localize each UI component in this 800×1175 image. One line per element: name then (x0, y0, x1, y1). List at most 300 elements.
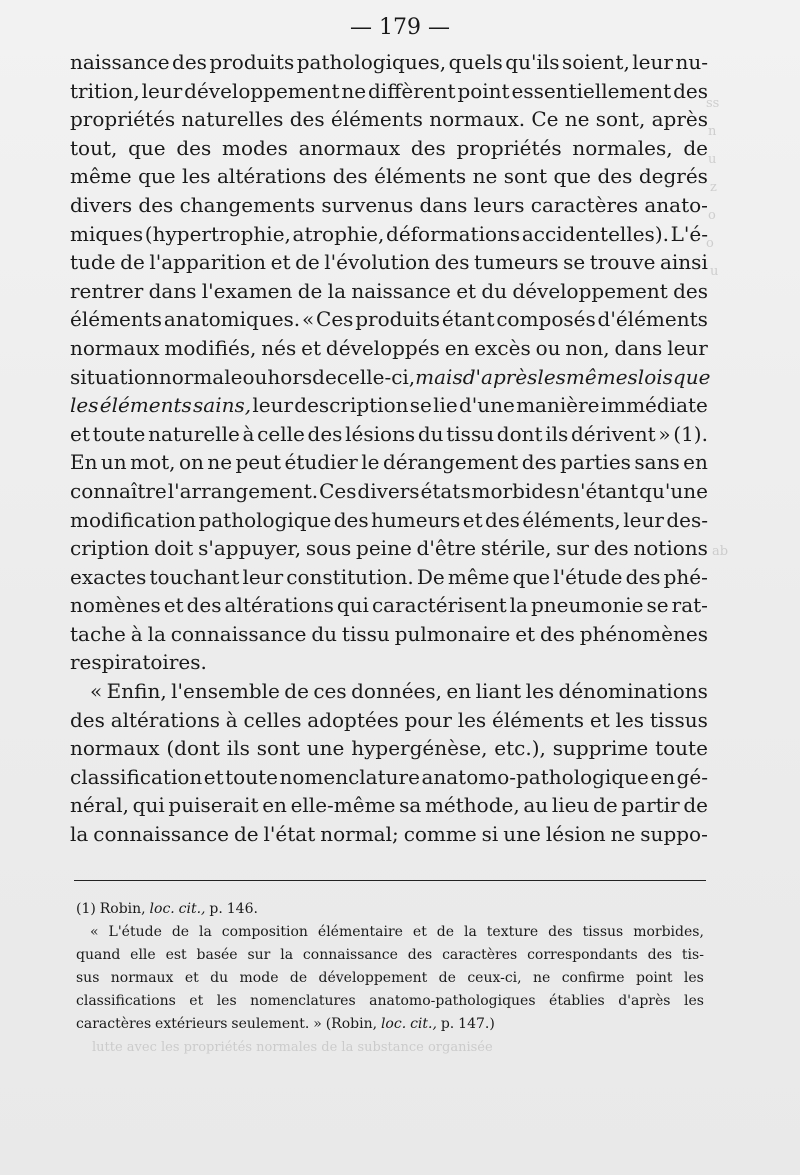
word: (Robin, (325, 1016, 378, 1032)
word: leur (141, 78, 183, 103)
word: établies (549, 993, 605, 1009)
word: produits (355, 307, 441, 332)
word: d'être (416, 536, 477, 561)
word: point (457, 78, 510, 103)
word: modifiés, (164, 335, 257, 360)
word: En (70, 450, 98, 475)
main-text (70, 48, 711, 849)
word: en (444, 335, 470, 360)
word: constitution. (286, 564, 414, 589)
word: et (184, 970, 199, 986)
word: les (525, 679, 555, 704)
word: du (417, 421, 444, 446)
word: connaître (70, 478, 167, 503)
word: ces (313, 679, 347, 704)
word: naturelles (181, 107, 284, 132)
word: pour (404, 707, 452, 732)
word: des (647, 947, 673, 963)
word: tissu (341, 621, 390, 646)
word: une (306, 736, 345, 761)
word: des (625, 564, 661, 589)
word: ils (545, 421, 569, 446)
word: élémentaire (317, 924, 403, 940)
text-line (70, 48, 708, 77)
word: sont (503, 164, 548, 189)
word: développés (325, 335, 440, 360)
word: éléments (374, 164, 467, 189)
word: une (503, 822, 541, 847)
word: naturelle (148, 421, 240, 446)
word: toute (655, 736, 708, 761)
word: description (294, 393, 409, 418)
word: étant (441, 307, 495, 332)
word: ceux-ci, (467, 970, 522, 986)
word: celle (257, 421, 305, 446)
word: à (130, 621, 143, 646)
word: liant (475, 679, 522, 704)
word: méthode, (424, 793, 520, 818)
word: caractères (76, 1016, 152, 1032)
word: accidentelles). (521, 221, 669, 246)
word: la (147, 621, 166, 646)
word: qu'ils (505, 50, 560, 74)
word: normaux (70, 736, 160, 761)
word: elle (130, 947, 156, 963)
word: point (635, 970, 673, 986)
word: d'après (618, 993, 671, 1009)
word: » (313, 1016, 322, 1032)
word: et (462, 507, 483, 532)
word: éléments (330, 107, 423, 132)
word: éléments (70, 307, 163, 332)
word: le (361, 450, 380, 475)
text-line (70, 391, 708, 420)
word: à (225, 707, 238, 732)
word: pathologiques, (296, 50, 447, 74)
word: morbides (471, 478, 567, 503)
word: manière (516, 393, 600, 418)
text-line (70, 820, 708, 849)
word: ils (226, 736, 250, 761)
footnote-line (76, 1013, 704, 1036)
word: L'étude (108, 924, 162, 940)
word: est (165, 947, 187, 963)
word: (hypertrophie, (144, 221, 291, 246)
word: lie (433, 393, 458, 418)
word: leur (667, 335, 708, 360)
word: développement (512, 278, 668, 303)
word: mais (415, 364, 463, 389)
word: n'étant (567, 478, 639, 503)
word: rentrer (70, 278, 144, 303)
word: tis- (681, 947, 704, 963)
word: Ces (319, 478, 357, 503)
word: exactes (70, 564, 147, 589)
word: caractérisent (371, 593, 507, 618)
word: 147.) (458, 1016, 495, 1032)
word: composition (221, 924, 308, 940)
word: ainsi (659, 250, 708, 275)
word: peine (356, 536, 412, 561)
word: de (233, 822, 259, 847)
word: puiserait (168, 793, 259, 818)
word: phénomènes (579, 621, 708, 646)
word: L'é- (670, 221, 708, 246)
word: anatomo-pathologique (421, 764, 649, 789)
word: après (651, 107, 708, 132)
text-line (70, 791, 708, 820)
word: l'ensemble (171, 679, 280, 704)
word: normaux (110, 970, 174, 986)
word: des (673, 278, 708, 303)
word: l'examen (201, 278, 293, 303)
word: normale (158, 364, 243, 389)
word: excès (474, 335, 531, 360)
word: des (521, 450, 557, 475)
word: que (553, 164, 592, 189)
word: états (420, 478, 471, 503)
word: même (70, 164, 132, 189)
word: que (672, 364, 711, 389)
text-line (70, 620, 708, 649)
word: trition, (70, 78, 140, 103)
word: naissance (70, 50, 170, 74)
word: en (650, 764, 676, 789)
word: supprime (552, 736, 649, 761)
word: lésions (345, 421, 416, 446)
word: pulmonaire (394, 621, 511, 646)
word: Robin, (99, 901, 146, 917)
word: l'apparition (149, 250, 267, 275)
text-line (70, 448, 708, 477)
text-line (70, 648, 708, 677)
word: l'évolution (324, 250, 430, 275)
word: classifications (76, 993, 176, 1009)
footnote-line (76, 898, 704, 921)
word: classification (70, 764, 203, 789)
word: propriétés (70, 107, 176, 132)
word: nu- (675, 50, 708, 74)
footnote-line (76, 990, 704, 1013)
word: des- (666, 507, 708, 532)
word: et (456, 278, 477, 303)
word: normal; (320, 822, 399, 847)
text-line (70, 706, 708, 735)
word: de (683, 793, 708, 818)
word: des (539, 621, 575, 646)
word: leur (632, 50, 673, 74)
text-line (70, 763, 708, 792)
word: d'éléments (597, 307, 708, 332)
word: de (593, 793, 618, 818)
word: loc. (149, 901, 175, 917)
word: la (199, 924, 212, 940)
word: seulement. (231, 1016, 310, 1032)
word: les (683, 993, 704, 1009)
word: toute (225, 764, 278, 789)
text-line (70, 220, 708, 249)
word: dans (419, 192, 468, 217)
word: modes (222, 135, 288, 160)
word: naissance (351, 278, 451, 303)
word: des (333, 507, 369, 532)
word: « (90, 679, 103, 704)
text-line (70, 134, 708, 163)
word: ne (341, 78, 367, 103)
word: confirme (561, 970, 625, 986)
word: et (189, 993, 204, 1009)
word: des (172, 50, 207, 74)
word: tissus (649, 707, 708, 732)
word: toute (92, 421, 146, 446)
text-line (70, 534, 708, 563)
word: développement (184, 78, 340, 103)
word: que (128, 135, 166, 160)
text-line (70, 77, 708, 106)
word: tout, (70, 135, 118, 160)
word: doit (154, 536, 194, 561)
word: dérangement (382, 450, 519, 475)
word: sus (76, 970, 100, 986)
word: on (178, 450, 204, 475)
word: mode (239, 970, 279, 986)
text-line (70, 563, 708, 592)
word: divers (70, 192, 133, 217)
word: 146. (226, 901, 258, 917)
word: composés (496, 307, 596, 332)
word: néral, (70, 793, 129, 818)
word: produits (209, 50, 295, 74)
word: de (297, 278, 323, 303)
bleed-through-mark: u (708, 152, 717, 167)
word: des (597, 164, 633, 189)
bleed-through-mark: n (708, 124, 717, 139)
word: éléments (99, 393, 192, 418)
word: hypergénèse, (351, 736, 488, 761)
word: Enfin, (106, 679, 167, 704)
word: peut (235, 450, 282, 475)
word: de (295, 250, 320, 275)
word: De (416, 564, 445, 589)
word: la (464, 924, 477, 940)
word: celle-ci, (336, 364, 416, 389)
word: au (523, 793, 549, 818)
word: caractères (442, 947, 518, 963)
word: des (307, 421, 343, 446)
text-line (70, 677, 708, 706)
bleed-through-mark: ss (706, 96, 720, 111)
word: sans (634, 450, 680, 475)
word: nés (261, 335, 297, 360)
word: ne (207, 450, 233, 475)
text-line (70, 277, 708, 306)
word: et (412, 924, 427, 940)
word: mêmes (565, 364, 638, 389)
word: adoptées (307, 707, 399, 732)
word: des (407, 947, 433, 963)
word: hors (267, 364, 313, 389)
word: à (242, 421, 255, 446)
bleed-through-mark: ab (712, 544, 729, 559)
word: dans (614, 335, 663, 360)
word: des (673, 78, 708, 103)
word: sains, (193, 393, 252, 418)
word: des (70, 707, 105, 732)
word: lésion (545, 822, 606, 847)
word: un (100, 450, 127, 475)
footnote-line (76, 944, 704, 967)
word: survenus (321, 192, 414, 217)
word: des (332, 164, 368, 189)
word: ne (564, 107, 590, 132)
text-line (70, 305, 708, 334)
word: ne (533, 970, 551, 986)
word: atrophie, (292, 221, 385, 246)
word: comme (403, 822, 477, 847)
word: dans (148, 278, 197, 303)
word: notions (633, 536, 708, 561)
word: dérivent (570, 421, 656, 446)
word: respiratoires. (70, 650, 207, 675)
word: ne (610, 822, 636, 847)
text-line (70, 506, 708, 535)
word: basée (196, 947, 238, 963)
word: et (270, 250, 291, 275)
word: et (70, 421, 90, 446)
word: de (436, 924, 455, 940)
word: connaissance (302, 947, 398, 963)
footnotes (76, 898, 704, 1036)
text-line (70, 420, 708, 449)
word: « (90, 924, 99, 940)
word: cit., (178, 901, 206, 917)
word: d'après (462, 364, 538, 389)
word: extérieurs (155, 1016, 228, 1032)
word: (1). (673, 421, 708, 446)
word: si (481, 822, 499, 847)
word: leurs (473, 192, 525, 217)
word: trouve (589, 250, 656, 275)
word: anatomiques. (163, 307, 301, 332)
word: suppo- (640, 822, 708, 847)
word: et (163, 593, 184, 618)
word: ou (535, 335, 561, 360)
word: la (280, 947, 294, 963)
word: celles (243, 707, 302, 732)
word: des (485, 507, 520, 532)
word: leur (242, 564, 284, 589)
word: connaissance (93, 822, 229, 847)
word: des (593, 536, 629, 561)
word: changements (179, 192, 316, 217)
word: touchant (149, 564, 240, 589)
word: qui (132, 793, 165, 818)
word: nomènes (70, 593, 161, 618)
word: texture (486, 924, 539, 940)
word: altérations (224, 593, 334, 618)
word: les (70, 393, 99, 418)
word: Ces (316, 307, 354, 332)
bleed-through-mark: o (706, 236, 714, 251)
word: phé- (663, 564, 708, 589)
word: essentiellement (511, 78, 672, 103)
word: connaissance (170, 621, 307, 646)
word: situation (70, 364, 159, 389)
word: « (301, 307, 315, 332)
word: rat- (671, 593, 708, 618)
word: de (289, 970, 308, 986)
word: altérations (217, 164, 327, 189)
word: et (301, 335, 322, 360)
word: et (589, 707, 610, 732)
word: parties (560, 450, 631, 475)
word: pneumonie (530, 593, 644, 618)
word: nomenclatures (250, 993, 356, 1009)
word: l'étude (553, 564, 623, 589)
word: se (646, 593, 669, 618)
word: elle-même (290, 793, 396, 818)
word: non, (565, 335, 610, 360)
word: normaux. (429, 107, 526, 132)
word: en (683, 450, 708, 475)
word: dont (496, 421, 543, 446)
word: la (327, 278, 346, 303)
word: sa (399, 793, 422, 818)
word: etc.), (494, 736, 546, 761)
word: Ce (531, 107, 559, 132)
text-line (70, 105, 708, 134)
word: normales, (572, 135, 673, 160)
word: des (434, 250, 470, 275)
word: tumeurs (474, 250, 559, 275)
word: immédiate (600, 393, 708, 418)
word: morbides, (633, 924, 704, 940)
word: des (138, 192, 174, 217)
word: tude (70, 250, 116, 275)
word: les (615, 707, 645, 732)
word: anormaux (298, 135, 401, 160)
text-line (70, 191, 708, 220)
word: tache (70, 621, 126, 646)
footnote-divider (74, 880, 706, 881)
word: (1) (76, 901, 96, 917)
word: des (289, 107, 325, 132)
word: p. (440, 1016, 455, 1032)
word: humeurs (371, 507, 461, 532)
word: du (481, 278, 508, 303)
word: des (176, 135, 212, 160)
word: et (515, 621, 536, 646)
text-line (70, 248, 708, 277)
word: de (171, 924, 190, 940)
word: qu'une (639, 478, 708, 503)
word: cription (70, 536, 150, 561)
word: de (120, 250, 145, 275)
word: mot, (130, 450, 176, 475)
word: tissu (446, 421, 495, 446)
word: les (457, 707, 487, 732)
word: étudier (284, 450, 358, 475)
word: les (537, 364, 566, 389)
word: dénominations (558, 679, 708, 704)
word: l'arrangement. (167, 478, 319, 503)
word: pathologique (198, 507, 332, 532)
word: degrés (638, 164, 708, 189)
word: propriétés (456, 135, 562, 160)
word: lois (637, 364, 673, 389)
text-line (70, 734, 708, 763)
word: anatomo-pathologiques (369, 993, 536, 1009)
